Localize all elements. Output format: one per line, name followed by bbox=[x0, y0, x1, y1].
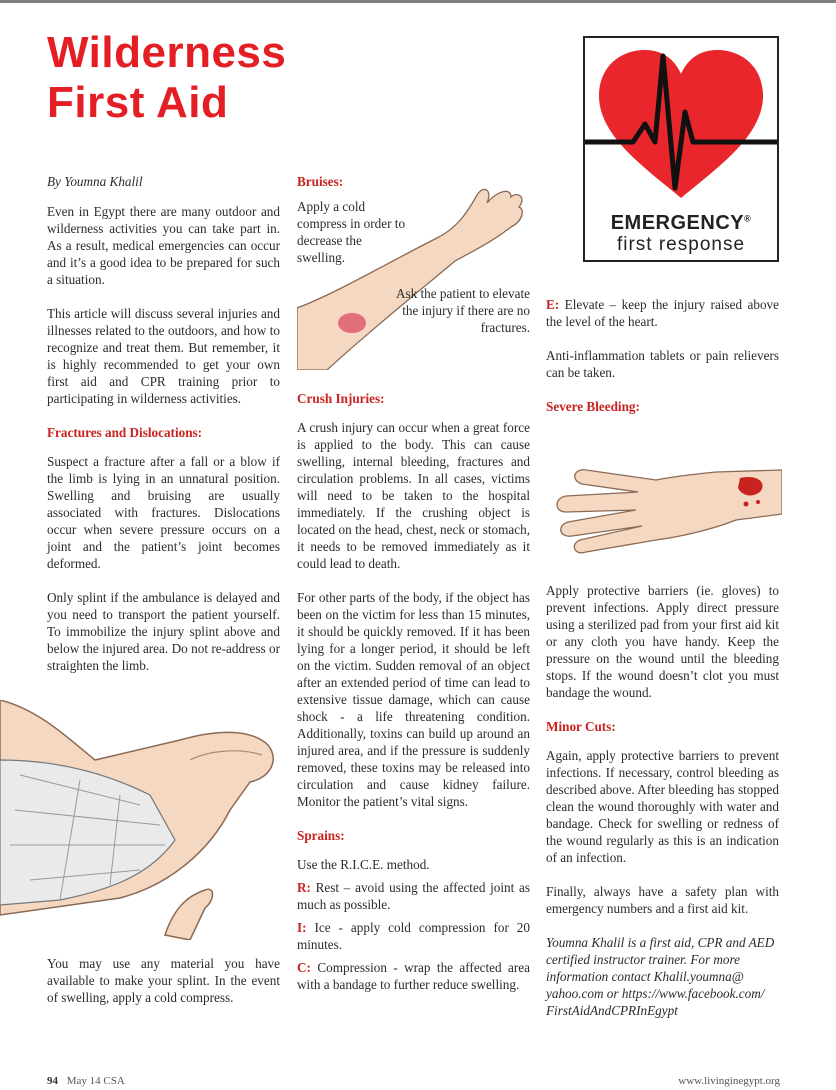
crush-paragraph-1: A crush injury can occur when a great force is applied to the body. This can cause swelling, internal bleeding, fractures and circulation problems. In all cases, victims will need to be taken to the hospital immediately. If the crushing object is located on the head, chest, neck or stomach, it needs to be removed immediately as it could lead to death. bbox=[297, 420, 530, 571]
title-line-1: Wilderness bbox=[47, 28, 287, 77]
anti-inflammation-paragraph: Anti-inflammation tablets or pain relievers can be taken. bbox=[546, 348, 779, 380]
crush-paragraph-2: For other parts of the body, if the object has been on the victim for less than 15 minutes, it should be quickly removed. If it has been lying for a longer period, it should be left on the victim. Sudden removal of an object after an extended period of time can lead to extensive tissue damage, which can cause shock - a life threatening condition. Additionally, toxins can build up around an injured area, and if the pressure is suddenly removed, these toxins may be released into circulation and cause kidney failure. Monitor the patient’s vital signs. bbox=[297, 590, 530, 809]
splint-paragraph: Only splint if the ambulance is delayed and you need to transport the patient yourself. To immobilize the injury splint above and below the injured area. Do not re-address or straighten the limb. bbox=[47, 590, 280, 673]
rice-elevate bbox=[546, 296, 779, 330]
rice-i-label: I: bbox=[297, 920, 307, 935]
heart-ecg-icon bbox=[585, 38, 777, 210]
bruise-text-b-box bbox=[395, 285, 530, 353]
rice-compression bbox=[297, 959, 530, 993]
column-1 bbox=[47, 173, 280, 691]
column-3-top bbox=[546, 296, 779, 427]
bruise-cold-compress: Apply a cold compress in order to decrease the swelling. bbox=[297, 199, 406, 265]
heading-crush: Crush Injuries: bbox=[297, 391, 385, 406]
column-1-bottom bbox=[47, 955, 280, 1023]
cuts-paragraph: Again, apply protective barriers to prevent infections. If necessary, control bleeding as described above. After bleeding has stopped clean the wound thoroughly with water and bandage. Check for swelling or redness of the wound regularly as this is an indication of an infection. bbox=[546, 748, 779, 865]
bruise-elevate: Ask the patient to elevate the injury if there are no fractures. bbox=[395, 286, 530, 335]
author-bio: Youmna Khalil is a first aid, CPR and AED certified instructor trainer. For more information contact Khalil.youmna@ yahoo.com or https://www.facebook.com/ FirstAidAndCPRInEgypt bbox=[546, 935, 775, 1018]
rice-c-label: C: bbox=[297, 960, 311, 975]
rice-i-text: Ice - apply cold compression for 20 minutes. bbox=[297, 920, 530, 952]
heading-bruises: Bruises: bbox=[297, 174, 344, 189]
rice-r-label: R: bbox=[297, 880, 311, 895]
top-rule bbox=[0, 0, 836, 3]
column-3-main bbox=[546, 582, 779, 1036]
bruise-text-a-box bbox=[297, 198, 412, 283]
logo-word-emergency: EMERGENCY® bbox=[610, 212, 752, 234]
footer-url: www.livinginegypt.org bbox=[678, 1075, 780, 1087]
rice-c-text: Compression - wrap the affected area with a bandage to further reduce swelling. bbox=[297, 960, 530, 992]
emergency-first-response-logo bbox=[583, 36, 779, 262]
heading-minor-cuts: Minor Cuts: bbox=[546, 719, 616, 734]
rice-e-label: E: bbox=[546, 297, 560, 312]
heading-fractures: Fractures and Dislocations: bbox=[47, 425, 203, 440]
heading-sprains: Sprains: bbox=[297, 828, 345, 843]
byline: By Youmna Khalil bbox=[47, 174, 143, 189]
final-paragraph: Finally, always have a safety plan with emergency numbers and a first aid kit. bbox=[546, 884, 779, 916]
bleeding-wrist-illustration bbox=[546, 440, 782, 570]
title-line-2: First Aid bbox=[47, 78, 229, 127]
article-title bbox=[47, 28, 347, 128]
heading-severe-bleeding: Severe Bleeding: bbox=[546, 399, 640, 414]
logo-word-first-response: first response bbox=[616, 234, 746, 255]
bleeding-paragraph: Apply protective barriers (ie. gloves) to prevent infections. Apply direct pressure using a sterilized pad from your first aid kit or any cloth you have handy. Keep the pressure on the wound until the bleeding stops. If the wound doesn’t clot you must bandage the wound. bbox=[546, 583, 779, 700]
rice-r-text: Rest – avoid using the affected joint as much as possible. bbox=[297, 880, 530, 912]
page-number: 94 bbox=[47, 1075, 58, 1087]
overview-paragraph: This article will discuss several injuries and illnesses related to the outdoors, and how to recognize and treat them. But remember, it is highly recommended to get your own first aid and CPR training prior to participating in wilderness activities. bbox=[47, 306, 280, 406]
issue-label: May 14 CSA bbox=[66, 1075, 125, 1087]
rice-rest bbox=[297, 879, 530, 913]
rice-ice bbox=[297, 919, 530, 953]
fractures-paragraph: Suspect a fracture after a fall or a blow if the limb is lying in an unnatural position. Swelling and bruising are usually associated with fractures. Dislocations occur when severe pressure occurs on a joint and the patient’s joint becomes deformed. bbox=[47, 454, 280, 571]
bandaged-foot-illustration bbox=[0, 700, 285, 940]
rice-e-text: Elevate – keep the injury raised above the level of the heart. bbox=[546, 297, 779, 329]
intro-paragraph: Even in Egypt there are many outdoor and wilderness activities you can take part in. As a result, medical emergencies can occur and it’s a good idea to be prepared for such a situation. bbox=[47, 204, 280, 287]
material-paragraph: You may use any material you have available to make your splint. In the event of swelling, apply a cold compress. bbox=[47, 956, 280, 1005]
column-2-main bbox=[297, 390, 530, 1010]
rice-intro: Use the R.I.C.E. method. bbox=[297, 857, 430, 872]
footer-left bbox=[47, 1075, 125, 1087]
